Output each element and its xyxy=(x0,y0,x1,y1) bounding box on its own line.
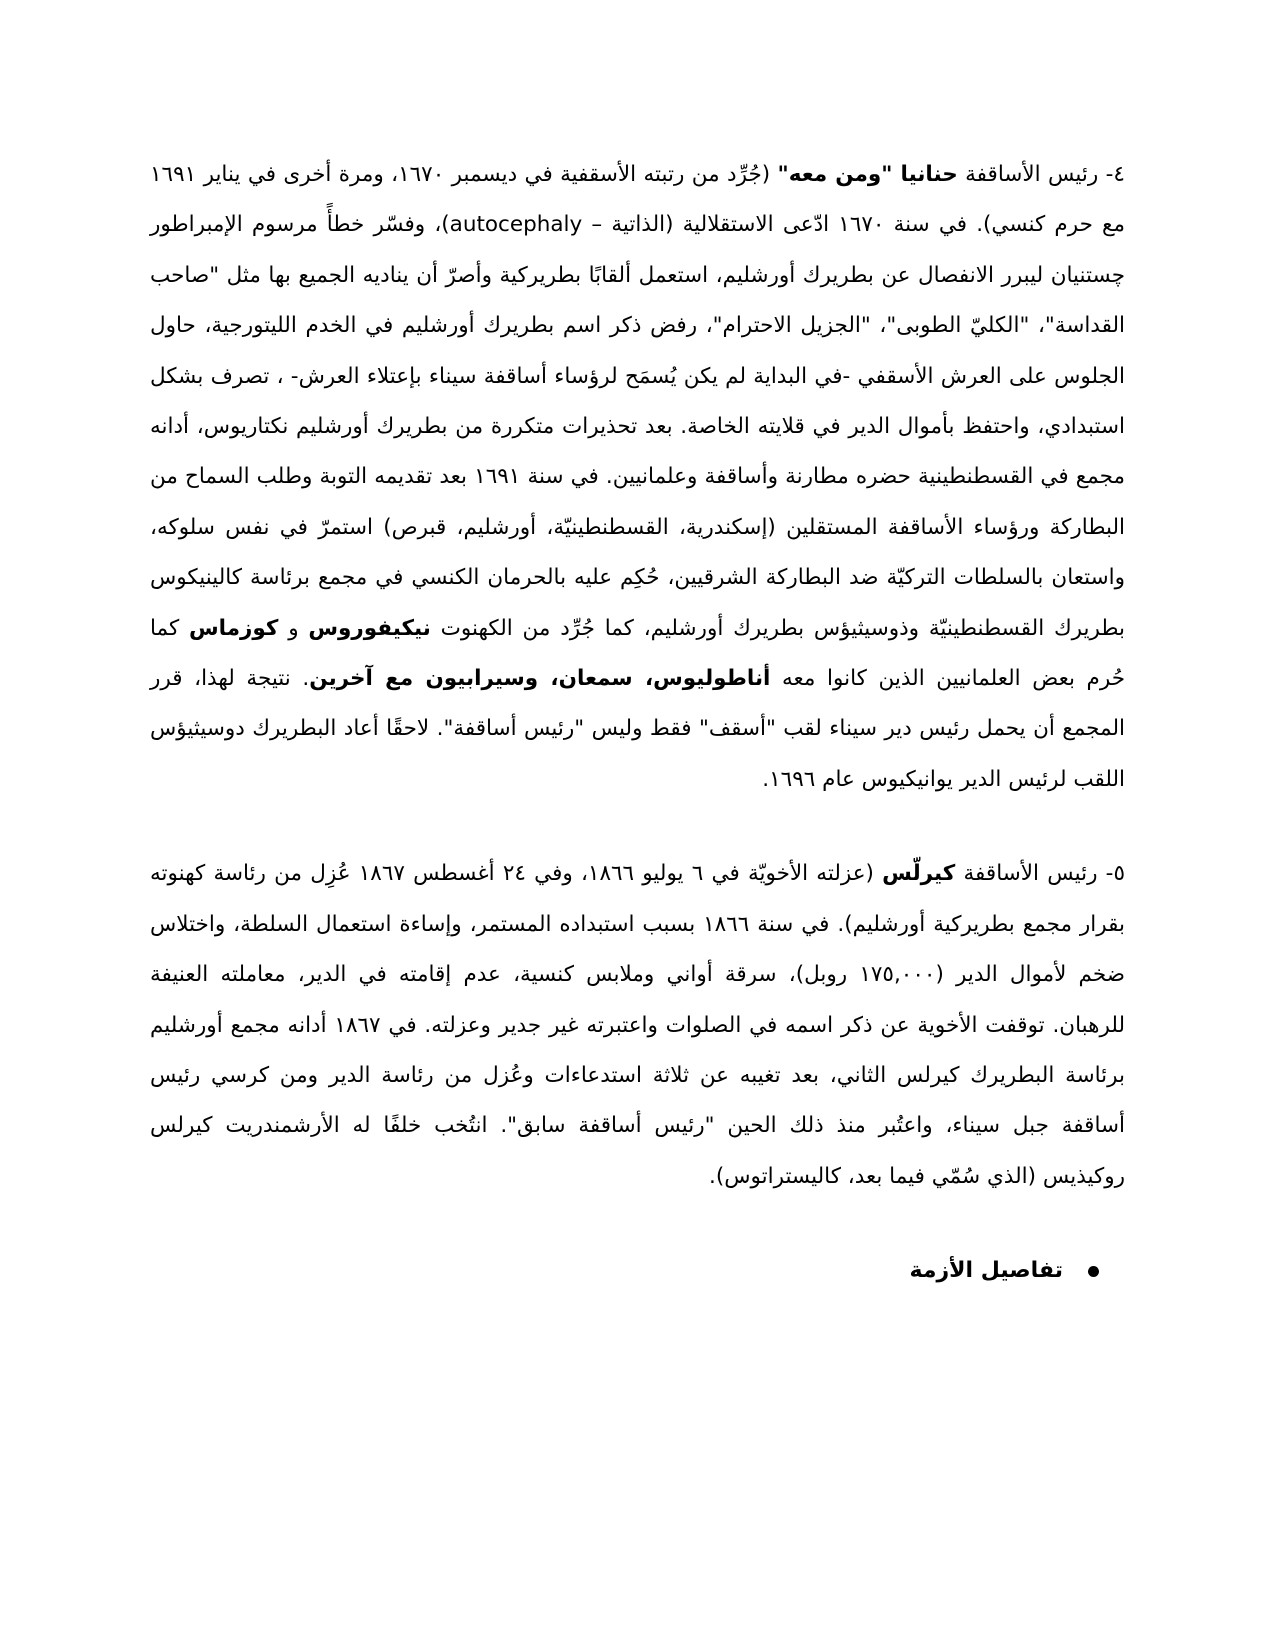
para5-bold-cyril: كيرلّس xyxy=(882,861,956,887)
bullet-dot-icon xyxy=(1088,1266,1099,1277)
bullet-item-label: تفاصيل الأزمة xyxy=(909,1258,1063,1284)
para4-bold-nikephoros: نيكيفوروس xyxy=(308,615,431,641)
para5-text-2: (عزلته الأخويّة في ٦ يوليو ١٨٦٦، وفي ٢٤ أغسطس ١٨٦٧ عُزِل من رئاسة كهنوته بقرار مجمع بطريركية أورشليم). في سنة ١٨٦٦ بسبب استبداده المستمر، وإساءة استعمال السلطة، واختلاس ضخم لأموال الدير (١٧٥,٠٠٠ روبل)، سرقة أواني وملابس كنسية، عدم إقامته في الدير، معاملته العنيفة للرهبان. توقفت الأخوية عن ذكر اسمه في الصلوات واعتبرته غير جدير وعزلته. في ١٨٦٧ أدانه مجمع أورشليم برئاسة البطريرك كيرلس الثاني، بعد تغيبه عن ثلاثة استدعاءات وعُزل من رئاسة الدير ومن كرسي رئيس أساقفة جبل سيناء، واعتُبر منذ ذلك الحين "رئيس أساقفة سابق". انتُخب خلفًا له الأرشمندريت كيرلس روكيذيس (الذي سُمّي فيما بعد، كاليستراتوس). xyxy=(150,861,1125,1189)
paragraph-archbishop-cyril xyxy=(150,849,1125,1202)
para5-text-1: ٥- رئيس الأساقفة xyxy=(955,861,1125,887)
para4-text-1: ٤- رئيس الأساقفة xyxy=(957,162,1125,187)
para4-text-2: (جُرِّد من رتبته الأسقفية في ديسمبر ١٦٧٠، ومرة أخرى في يناير ١٦٩١ مع حرم كنسي). في سنة ١٦٧٠ ادّعى الاستقلالية (الذاتية – autocephaly)، وفسّر خطأً مرسوم الإمبراطور چستنيان ليبرر الانفصال عن بطريرك أورشليم، استعمل ألقابًا بطريركية وأصرّ أن يناديه الجميع بها مثل "صاحب القداسة"، "الكليّ الطوبى"، "الجزيل الاحترام"، رفض ذكر اسم بطريرك أورشليم في الخدم الليتورجية، حاول الجلوس على العرش الأسقفي -في البداية لم يكن يُسمَح لرؤساء أساقفة سيناء بإعتلاء العرش- ، تصرف بشكل استبدادي، واحتفظ بأموال الدير في قلايته الخاصة. بعد تحذيرات متكررة من بطريرك أورشليم نكتاريوس، أدانه مجمع في القسطنطينية حضره مطارنة وأساقفة وعلمانيين. في سنة ١٦٩١ بعد تقديمه التوبة وطلب السماح من البطاركة ورؤساء الأساقفة المستقلين (إسكندرية، القسطنطينيّة، أورشليم، قبرص) استمرّ في نفس سلوكه، واستعان بالسلطات التركيّة ضد البطاركة الشرقيين، حُكِم عليه بالحرمان الكنسي في مجمع برئاسة كالينيكوس بطريرك القسطنطينيّة وذوسيثيؤس بطريرك أورشليم، كما جُرِّد من الكهنوت xyxy=(150,162,1125,641)
paragraph-archbishop-ananias xyxy=(150,150,1125,805)
para4-bold-laymen: أناطوليوس، سمعان، وسيرابيون مع آخرين xyxy=(309,666,771,692)
para4-bold-kosmas: كوزماس xyxy=(189,615,279,641)
para4-text-4: كما حُرم بعض العلمانيين الذين كانوا معه xyxy=(150,615,1126,692)
para4-text-3: و xyxy=(278,615,309,641)
bullet-item-crisis-details xyxy=(150,1246,1125,1296)
para4-bold-ananias: حنانيا "ومن معه" xyxy=(777,162,958,187)
document-page xyxy=(150,150,1125,1296)
bullet-list xyxy=(150,1246,1125,1296)
para4-text-5: . نتيجة لهذا، قرر المجمع أن يحمل رئيس دير سيناء لقب "أسقف" فقط وليس "رئيس أساقفة". لاحقًا أعاد البطريرك دوسيثيؤس اللقب لرئيس الدير يوانيكيوس عام ١٦٩٦. xyxy=(150,666,1125,792)
